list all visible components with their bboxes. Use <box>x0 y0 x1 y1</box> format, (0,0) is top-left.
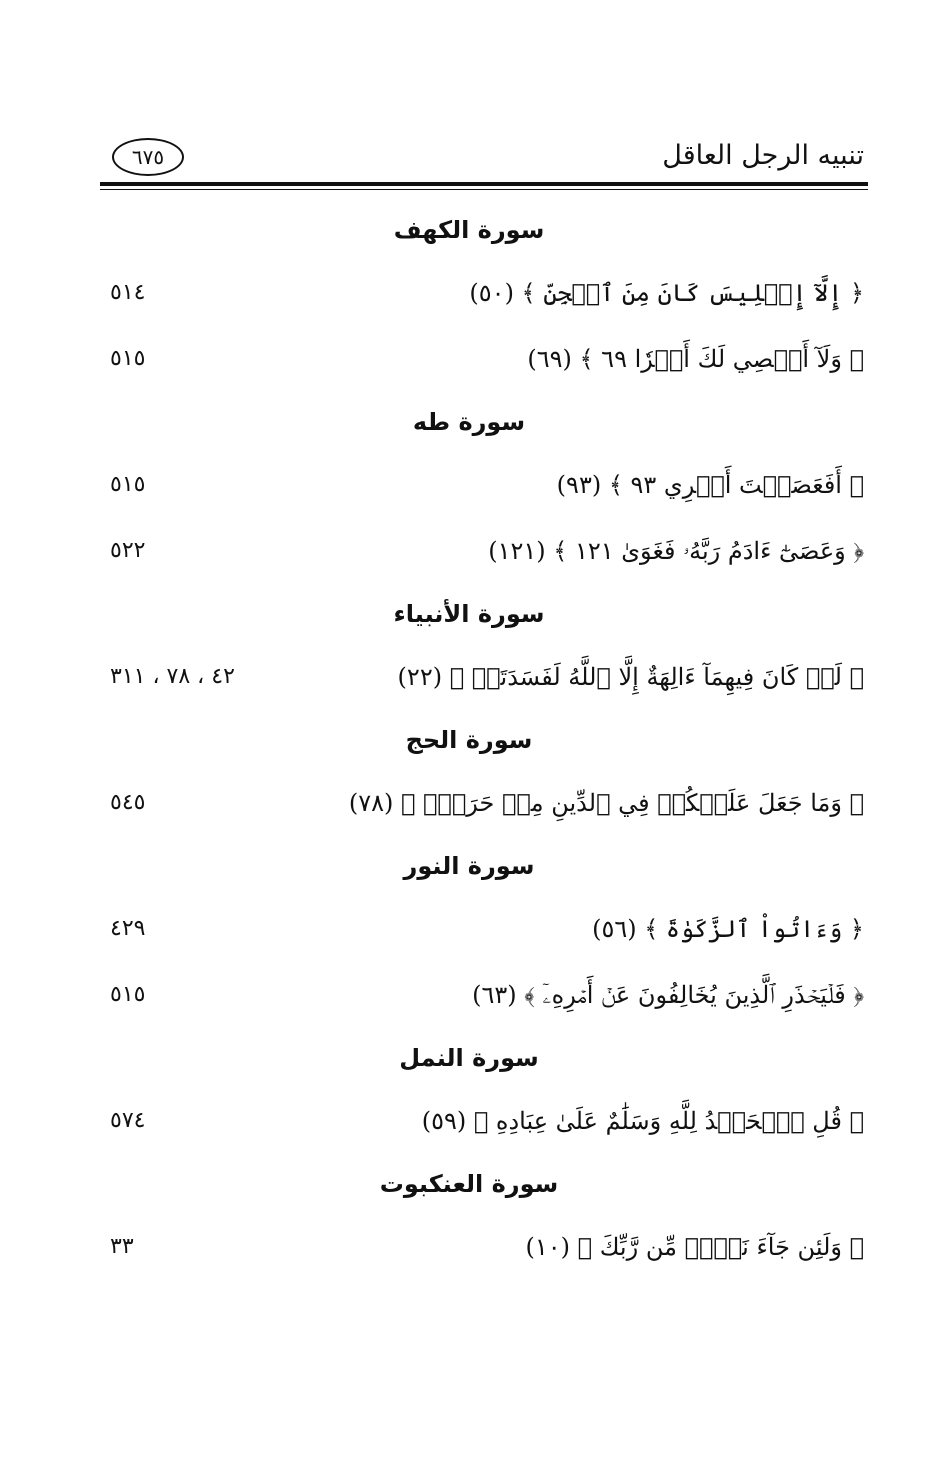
page-header <box>100 120 868 190</box>
verse-text: ﴿ وَمَا جَعَلَ عَلَيۡكُمۡ فِي ٱلدِّينِ مِنۡ حَرَجٖۚ ﴾ (٧٨) <box>348 789 864 817</box>
verse-text: ﴿ وَءَاتُواْ ٱلزَّكَوٰةَ ﴾ (٥٦) <box>592 915 864 943</box>
page-references: ٥١٥ <box>110 982 146 1007</box>
page-references: ٥١٥ <box>110 346 146 371</box>
surah-heading: سورة طه <box>412 408 526 436</box>
index-entry <box>100 770 868 836</box>
index-entry <box>100 1214 868 1280</box>
running-title: تنبيه الرجل العاقل <box>662 140 864 171</box>
verse-text: ﴿ وَلَئِن جَآءَ نَصۡرٞ مِّن رَّبِّكَ ﴾ (١٠) <box>525 1233 864 1261</box>
surah-heading: سورة النمل <box>399 1044 539 1072</box>
index-entry <box>100 1088 868 1154</box>
index-entry <box>100 896 868 962</box>
verse-text: ﴿ وَلَآ أَعۡصِي لَكَ أَمۡرٗا ٦٩ ﴾ (٦٩) <box>527 345 864 373</box>
index-entry <box>100 452 868 518</box>
verse-index <box>100 200 868 1280</box>
index-entry <box>100 260 868 326</box>
surah-heading: سورة العنكبوت <box>379 1170 559 1198</box>
page-references: ٥١٤ <box>110 280 146 305</box>
verse-text: ﴿ وَعَصَىٰٓ ءَادَمُ رَبَّهُۥ فَغَوَىٰ ١٢١ ﴾ (١٢١) <box>488 537 864 565</box>
page-references: ٤٢٩ <box>110 916 146 941</box>
page-references: ٥٤٥ <box>110 790 146 815</box>
index-entry <box>100 326 868 392</box>
verse-text: ﴿ إِلَّآ إِبۡلِيسَ كَانَ مِنَ ٱلۡجِنِّ ﴾ (٥٠) <box>469 279 864 307</box>
page-references: ٣٣ <box>110 1234 134 1259</box>
surah-heading: سورة النور <box>403 852 535 880</box>
header-rule-thin <box>100 189 868 190</box>
surah-heading: سورة الأنبياء <box>393 600 545 628</box>
verse-text: ﴿ فَلۡيَحۡذَرِ ٱلَّذِينَ يُخَالِفُونَ عَنۡ أَمۡرِهِۦٓ ﴾ (٦٣) <box>472 981 864 1009</box>
page-references: ٤٢ ، ٧٨ ، ٣١١ <box>110 664 235 689</box>
verse-text: ﴿ لَوۡ كَانَ فِيهِمَآ ءَالِهَةٌ إِلَّا ٱللَّهُ لَفَسَدَتَاۚ ﴾ (٢٢) <box>397 663 864 691</box>
page-references: ٥١٥ <box>110 472 146 497</box>
index-entry <box>100 644 868 710</box>
page-number-badge: ٦٧٥ <box>112 138 184 176</box>
surah-heading: سورة الكهف <box>393 216 545 244</box>
index-entry <box>100 518 868 584</box>
page-references: ٥٧٤ <box>110 1108 146 1133</box>
verse-text: ﴿ قُلِ ٱلۡحَمۡدُ لِلَّهِ وَسَلَٰمٌ عَلَىٰ عِبَادِهِ ﴾ (٥٩) <box>421 1107 864 1135</box>
header-rule <box>100 182 868 186</box>
verse-text: ﴿ أَفَعَصَيۡتَ أَمۡرِي ٩٣ ﴾ (٩٣) <box>556 471 864 499</box>
page-references: ٥٢٢ <box>110 538 146 563</box>
index-entry <box>100 962 868 1028</box>
surah-heading: سورة الحج <box>405 726 533 754</box>
